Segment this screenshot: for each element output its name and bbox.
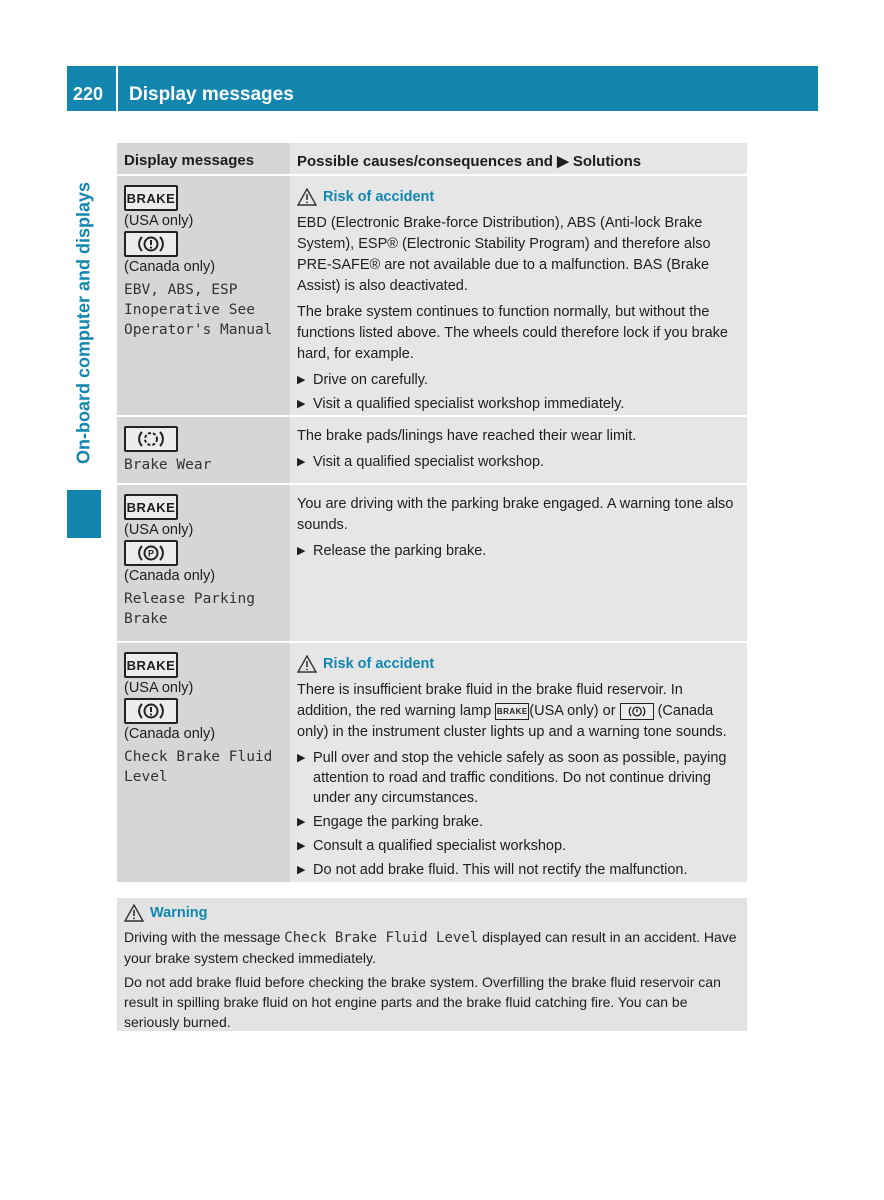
message-cell (117, 176, 290, 415)
page-number: 220 (73, 84, 104, 104)
warning-paragraph: Do not add brake fluid before checking the brake system. Overfilling the brake fluid reservoir can result in spilling brake fluid on hot engine parts and the brake fluid catching fire. You can be seriously burned. (124, 974, 721, 1030)
warning-box (117, 898, 747, 1031)
display-message-text: Release Parking Brake (124, 591, 255, 627)
paragraph: The brake system continues to function normally, but without the functions listed above. The wheels could therefore lock if you brake hard, for example. (297, 304, 728, 362)
table-row (117, 415, 747, 483)
region-label: (Canada only) (124, 259, 216, 275)
warning-triangle-icon (297, 655, 317, 673)
action-bullet: ▶ Visit a qualified specialist workshop. (297, 452, 741, 472)
brake-lamp-icon: BRAKE (124, 652, 178, 678)
action-bullet: ▶ Pull over and stop the vehicle safely as soon as possible, paying attention to road and traffic conditions. Do not continue driving under any circumstances. (297, 748, 741, 808)
parking-brake-lamp-icon (124, 540, 178, 566)
table-header (117, 143, 747, 174)
section-tab-marker (67, 490, 101, 538)
warning-paragraph: Driving with the message Check Brake Fluid Level displayed can result in an accident. Have your brake system checked immediately. (124, 929, 737, 966)
causes-cell (290, 417, 747, 483)
message-cell (117, 643, 290, 882)
region-label: (USA only) (124, 680, 194, 696)
display-message-text: Brake Wear (124, 457, 212, 473)
brake-wear-lamp-icon (124, 426, 178, 452)
side-section-title (67, 158, 101, 488)
brake-circle-lamp-icon (124, 231, 178, 257)
paragraph: EBD (Electronic Brake-force Distribution), ABS (Anti-lock Brake System), ESP® (Electronic Stability Program) and therefore also PRE-SAFE® are not available due to a malfunction. BAS (Brake Assist) is also deactivated. (297, 215, 711, 294)
action-bullet: ▶ Release the parking brake. (297, 541, 741, 561)
risk-heading (297, 655, 741, 673)
paragraph: There is insufficient brake fluid in the brake fluid reservoir. In addition, the red warning lamp BRAKE (USA only) or (Canada only) in the instrument cluster lights up and a warning tone sounds. (297, 682, 727, 740)
display-message-text: Check Brake Fluid Level (124, 749, 273, 785)
page-header (67, 66, 818, 111)
action-bullet: ▶ Do not add brake fluid. This will not rectify the malfunction. (297, 860, 741, 880)
header-divider (116, 66, 118, 111)
action-bullet: ▶ Engage the parking brake. (297, 812, 741, 832)
risk-heading (297, 188, 741, 206)
warning-label: Warning (150, 905, 208, 921)
region-label: (USA only) (124, 213, 194, 229)
message-cell (117, 485, 290, 641)
table-row (117, 641, 747, 882)
brake-lamp-icon: BRAKE (495, 703, 529, 720)
warning-triangle-icon (297, 188, 317, 206)
warning-heading (124, 904, 740, 922)
display-message-text: EBV, ABS, ESP Inoperative See Operator's Manual (124, 282, 273, 338)
causes-cell (290, 485, 747, 641)
brake-lamp-icon: BRAKE (124, 185, 178, 211)
causes-cell (290, 176, 747, 415)
display-message-text: Check Brake Fluid Level (284, 930, 479, 946)
message-cell (117, 417, 290, 483)
table-row (117, 174, 747, 415)
column-header-causes: Possible causes/consequences and ▶ Solutions (290, 143, 747, 174)
warning-triangle-icon (124, 904, 144, 922)
brake-circle-lamp-icon (620, 703, 654, 720)
brake-circle-lamp-icon (124, 698, 178, 724)
causes-cell (290, 643, 747, 882)
action-bullet: ▶ Consult a qualified specialist workshop. (297, 836, 741, 856)
brake-lamp-icon: BRAKE (124, 494, 178, 520)
risk-label: Risk of accident (323, 189, 435, 205)
region-label: (Canada only) (124, 726, 216, 742)
region-label: (Canada only) (124, 568, 216, 584)
paragraph: You are driving with the parking brake engaged. A warning tone also sounds. (297, 496, 734, 533)
table-row (117, 483, 747, 641)
region-label: (USA only) (124, 522, 194, 538)
svg-text:P: P (147, 548, 155, 559)
column-header-messages: Display messages (117, 143, 290, 174)
action-bullet: ▶ Visit a qualified specialist workshop immediately. (297, 394, 741, 414)
page-title: Display messages (129, 84, 294, 105)
display-messages-table (117, 143, 747, 882)
side-section-label: On-board computer and displays (73, 181, 94, 465)
action-bullet: ▶ Drive on carefully. (297, 370, 741, 390)
paragraph: The brake pads/linings have reached their wear limit. (297, 428, 637, 444)
risk-label: Risk of accident (323, 656, 435, 672)
